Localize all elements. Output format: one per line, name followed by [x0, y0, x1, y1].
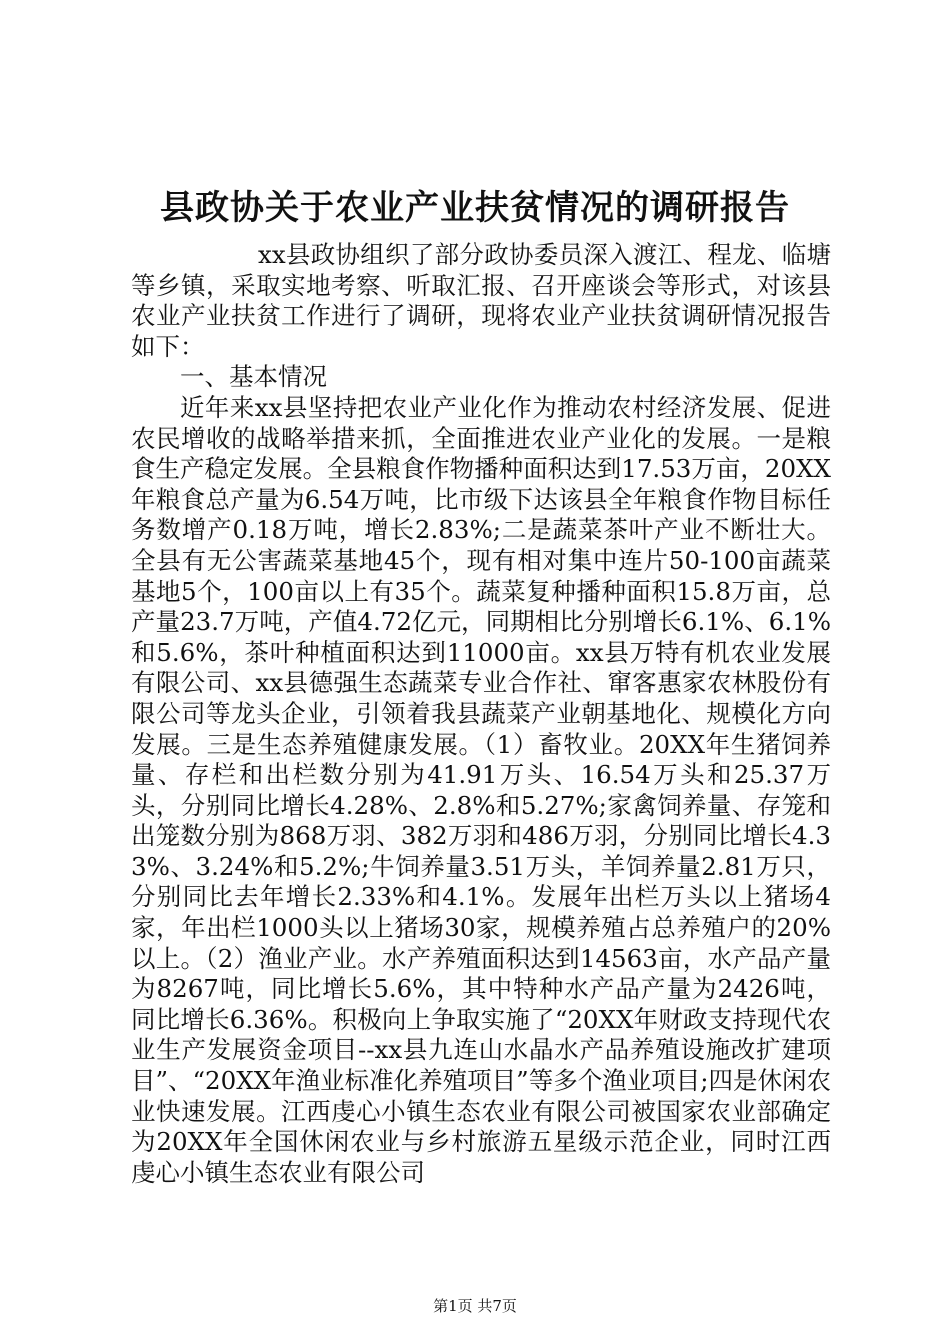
section-paragraph: 近年来xx县坚持把农业产业化作为推动农村经济发展、促进农民增收的战略举措来抓，全面推进农业产业化的发展。一是粮食生产稳定发展。全县粮食作物播种面积达到17.53万亩，20XX年粮食总产量为6.54万吨，比市级下达该县全年粮食作物目标任务数增产0.18万吨，增长2.83%;二是蔬菜茶叶产业不断壮大。全县有无公害蔬菜基地45个，现有相对集中连片50-100亩蔬菜基地5个，100亩以上有35个。蔬菜复种播种面积15.8万亩，总产量23.7万吨，产值4.72亿元，同期相比分别增长6.1%、6.1%和5.6%，茶叶种植面积达到11000亩。xx县万特有机农业发展有限公司、xx县德强生态蔬菜专业合作社、窜客惠家农林股份有限公司等龙头企业，引领着我县蔬菜产业朝基地化、规模化方向发展。三是生态养殖健康发展。（1）畜牧业。20XX年生猪饲养量、存栏和出栏数分别为41.91万头、16.54万头和25.37万头，分别同比增长4.28%、2.8%和5.27%;家禽饲养量、存笼和出笼数分别为868万羽、382万羽和486万羽，分别同比增长4.33%、3.24%和5.2%;牛饲养量3.51万头，羊饲养量2.81万只，分别同比去年增长2.33%和4.1%。发展年出栏万头以上猪场4家，年出栏1000头以上猪场30家，规模养殖占总养殖户的20%以上。（2）渔业产业。水产养殖面积达到14563亩，水产品产量为8267吨，同比增长5.6%，其中特种水产品产量为2426吨，同比增长6.36%。积极向上争取实施了“20XX年财政支持现代农业生产发展资金项目--xx县九连山水晶水产品养殖设施改扩建项目”、“20XX年渔业标准化养殖项目”等多个渔业项目;四是休闲农业快速发展。江西虔心小镇生态农业有限公司被国家农业部确定为20XX年全国休闲农业与乡村旅游五星级示范企业，同时江西虔心小镇生态农业有限公司	[131, 392, 831, 1187]
section-heading: 一、基本情况	[180, 362, 327, 392]
document-body	[131, 240, 831, 1188]
page-footer: 第1页 共7页	[433, 1297, 517, 1315]
intro-paragraph: xx县政协组织了部分政协委员深入渡江、程龙、临塘等乡镇，采取实地考察、听取汇报、召开座谈会等形式，对该县农业产业扶贫工作进行了调研，现将农业产业扶贫调研情况报告如下：	[131, 240, 831, 361]
document-title: 县政协关于农业产业扶贫情况的调研报告	[160, 188, 790, 228]
